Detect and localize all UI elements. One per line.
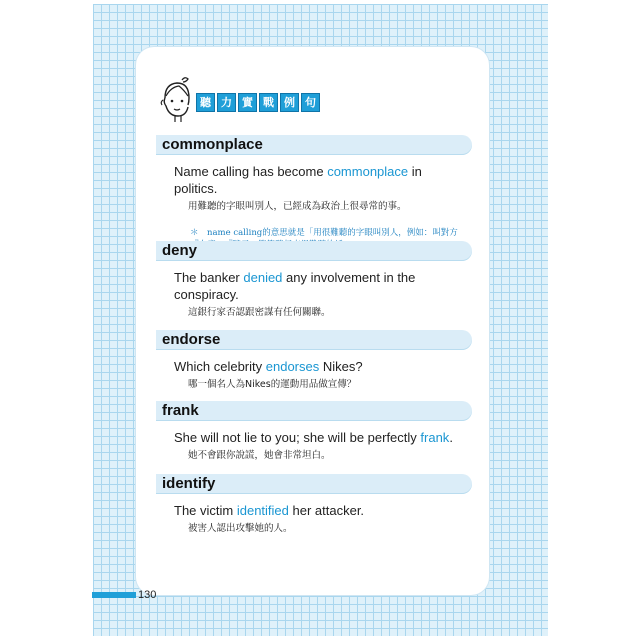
chinese-translation: 用難聽的字眼叫別人，已經成為政治上很尋常的事。 — [188, 201, 407, 212]
sentence-text: Nikes? — [319, 359, 363, 374]
chinese-translation: 哪一個名人為Nikes的運動用品做宣傳？ — [188, 379, 357, 390]
title-char: 例 — [280, 93, 299, 112]
usage-note: ＊ name calling的意思就是「用很難聽的字眼叫別人，例如：叫對方 — [190, 228, 458, 238]
title-char: 句 — [301, 93, 320, 112]
title-char: 實 — [238, 93, 257, 112]
sentence-text: Name calling has become — [174, 164, 328, 179]
sentence-text: The banker — [174, 270, 244, 285]
vocab-entry-endorse — [156, 330, 472, 391]
sentence-text: The victim — [174, 503, 237, 518]
sentence-text: Which celebrity — [174, 359, 266, 374]
sentence-text: any involvement in the conspiracy. — [174, 270, 416, 302]
example-sentence — [174, 163, 464, 197]
vocab-entry-identify — [156, 474, 472, 535]
example-sentence — [174, 358, 464, 375]
page-number: 130 — [138, 589, 157, 601]
vocab-word: endorse — [156, 330, 472, 350]
title-char: 力 — [217, 93, 236, 112]
vocab-entry-deny — [156, 241, 472, 319]
highlighted-word: frank — [420, 430, 450, 445]
title-char: 戰 — [259, 93, 278, 112]
example-sentence — [174, 269, 464, 303]
vocab-word: deny — [156, 241, 472, 261]
sentence-text: in politics. — [174, 164, 422, 196]
chinese-translation: 這銀行家否認跟密謀有任何關聯。 — [188, 307, 331, 318]
sentence-text: She will not lie to you; she will be perfectly — [174, 430, 421, 445]
sentence-text: her attacker. — [288, 503, 365, 518]
section-header — [156, 74, 356, 124]
highlighted-word: identified — [236, 503, 289, 518]
highlighted-word: denied — [243, 270, 283, 285]
page-number-bar — [92, 592, 136, 598]
vocab-entry-commonplace — [156, 135, 472, 251]
chinese-translation: 她不會跟你說謊，她會非常坦白。 — [188, 450, 331, 461]
highlighted-word: commonplace — [327, 164, 409, 179]
vocab-entry-frank — [156, 401, 472, 462]
vocab-word: identify — [156, 474, 472, 494]
title-char: 聽 — [196, 93, 215, 112]
example-sentence — [174, 502, 464, 519]
vocab-word: commonplace — [156, 135, 472, 155]
example-sentence — [174, 429, 464, 446]
highlighted-word: endorses — [265, 359, 320, 374]
girl-head-icon — [156, 74, 196, 122]
section-title — [196, 93, 320, 112]
vocab-word: frank — [156, 401, 472, 421]
chinese-translation: 被害人認出攻擊她的人。 — [188, 523, 293, 534]
sentence-text: . — [449, 430, 453, 445]
